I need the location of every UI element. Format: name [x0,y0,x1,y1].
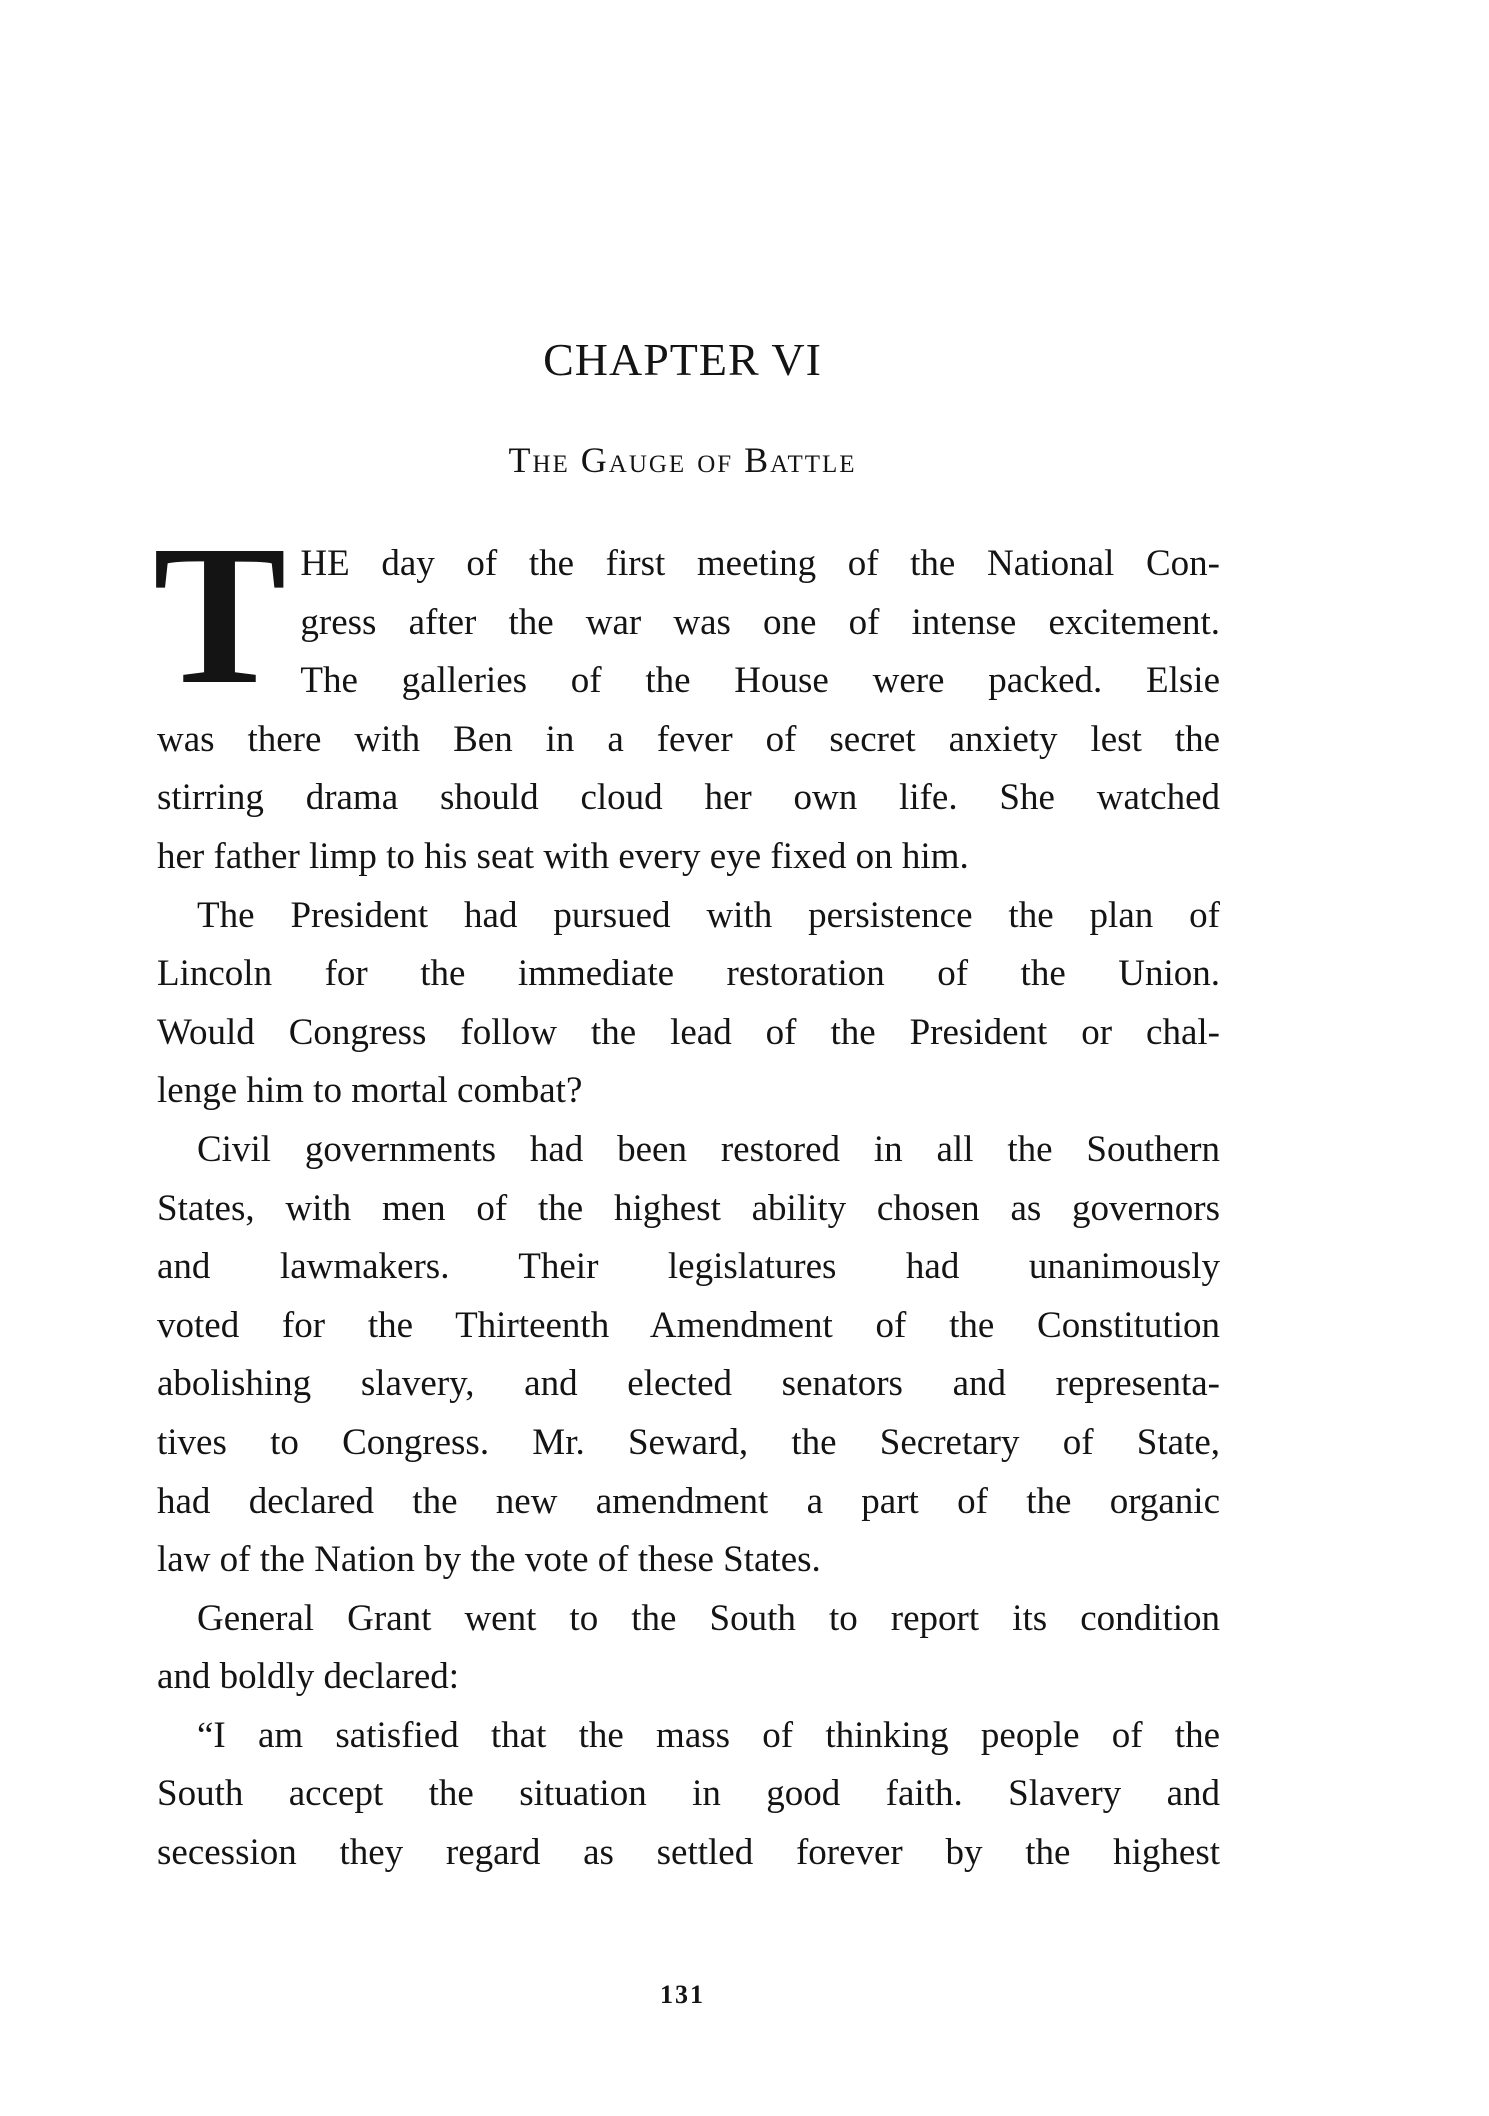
text-line: and lawmakers. Their legislatures had unanimously [157,1246,1220,1288]
text-line: stirring drama should cloud her own life. She watched [157,777,1220,819]
text-line: States, with men of the highest ability chosen as governors [157,1187,1220,1229]
chapter-number: CHAPTER VI [543,334,822,385]
body-text [153,505,1220,1883]
text-line: tives to Congress. Mr. Seward, the Secretary of State, [157,1421,1220,1463]
paragraph-1 [153,505,1220,887]
text-line: and boldly declared: [157,1656,460,1698]
text-line: secession they regard as settled forever by the highest [157,1832,1220,1874]
text-line: HE day of the first meeting of the National Con- [300,543,1220,584]
chapter-title: The Gauge of Battle [508,440,857,480]
text-line: The President had pursued with persistence the plan of [197,894,1220,936]
drop-cap: T [153,505,287,726]
text-line: abolishing slavery, and elected senators and representa- [157,1363,1220,1405]
text-line: South accept the situation in good faith. Slavery and [157,1773,1220,1815]
text-line: “I am satisfied that the mass of thinking people of the [197,1714,1220,1756]
text-line: The galleries of the House were packed. Elsie [300,660,1220,702]
text-line: gress after the war was one of intense excitement. [300,601,1220,643]
text-line: had declared the new amendment a part of the organic [157,1480,1220,1522]
paragraph-5 [157,1707,1220,1883]
text-line: General Grant went to the South to report its condition [197,1597,1220,1639]
text-line: law of the Nation by the vote of these States. [157,1539,821,1581]
text-line: her father limp to his seat with every eye fixed on him. [157,835,969,877]
page-number: 131 [660,1980,705,2009]
paragraph-3 [157,1121,1220,1590]
paragraph-4 [157,1590,1220,1707]
text-line: Civil governments had been restored in all the Southern [197,1128,1220,1170]
text-line: lenge him to mortal combat? [157,1070,583,1112]
text-line: Lincoln for the immediate restoration of the Union. [157,953,1220,995]
text-line: Would Congress follow the lead of the President or chal- [157,1011,1220,1053]
text-line: was there with Ben in a fever of secret anxiety lest the [157,718,1220,760]
text-line: voted for the Thirteenth Amendment of the Constitution [157,1304,1220,1346]
paragraph-2 [157,887,1220,1121]
